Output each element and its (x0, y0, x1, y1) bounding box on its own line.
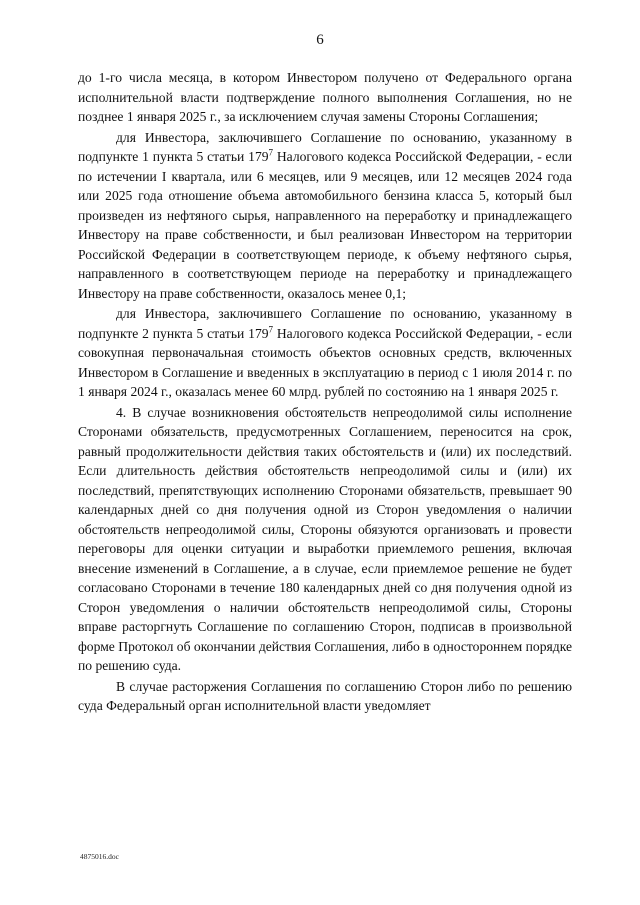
paragraph-1 (78, 68, 572, 127)
document-body (78, 68, 572, 716)
paragraph-text: для Инвестора, заключившего Соглашение по основанию, указанному в подпункте 1 пункта 5 статьи 179 (78, 129, 572, 164)
paragraph-3 (78, 304, 572, 402)
paragraph-text: для Инвестора, заключившего Соглашение по основанию, указанному в подпункте 2 пункта 5 статьи 179 (78, 306, 572, 341)
footer-file-code: 4875016.doc (80, 852, 119, 861)
paragraph-text: до 1-го числа месяца, в котором Инвестором получено от Федерального органа исполнительной власти подтверждение полного выполнения Соглашения, но не позднее 1 января 2025 г., за исключением случая замены Стороны Соглашения; (78, 70, 572, 124)
paragraph-text: 4. В случае возникновения обстоятельств непреодолимой силы исполнение Сторонами обязательств, предусмотренных Соглашением, переносится на срок, равный продолжительности действия таких обстоятельств и (или) их последствий. Если длительность действия обстоятельств непреодолимой силы и (или) их последствий, препятствующих исполнению Сторонами обязательств, превышает 90 календарных дней со дня получения одной из Сторон уведомления о наличии обстоятельств непреодолимой силы, Стороны обязуются организовать и провести переговоры для оценки ситуации и выработки приемлемого решения, включая внесение изменений в Соглашение, а в случае, если приемлемое решение не будет согласовано Сторонами в течение 180 календарных дней со дня получения одной из Сторон уведомления о наличии обстоятельств непреодолимой силы, Стороны вправе расторгнуть Соглашение по соглашению Сторон, подписав в произвольной форме Протокол об окончании действия Соглашения, либо в одностороннем порядке по решению суда. (78, 404, 572, 673)
paragraph-2 (78, 128, 572, 304)
paragraph-text: В случае расторжения Соглашения по соглашению Сторон либо по решению суда Федеральный орган исполнительной власти уведомляет (78, 678, 572, 713)
paragraph-5 (78, 677, 572, 716)
superscript-7: 7 (268, 147, 274, 158)
paragraph-4 (78, 403, 572, 676)
paragraph-text: Налогового кодекса Российской Федерации, - если по истечении I квартала, или 6 месяцев, или 9 месяцев, или 12 месяцев 2024 года или 2025 года отношение объема автомобильного бензина класса 5, который был произведен из нефтяного сырья, направленного на переработку и принадлежащего Инвестору на праве собственности, и был реализован Инвестором на территории Российской Федерации в соответствующем периоде, к объему нефтяного сырья, направленного в соответствующем периоде на переработку и принадлежащего Инвестору на праве собственности, оказалось менее 0,1; (78, 149, 573, 301)
paragraph-text: Налогового кодекса Российской Федерации, - если совокупная первоначальная стоимость объектов основных средств, включенных Инвестором в Соглашение и введенных в эксплуатацию в период с 1 июля 2014 г. по 1 января 2024 г., оказалась менее 60 млрд. рублей по состоянию на 1 января 2025 г. (78, 325, 573, 399)
page-number: 6 (316, 32, 324, 48)
superscript-7: 7 (268, 323, 274, 334)
